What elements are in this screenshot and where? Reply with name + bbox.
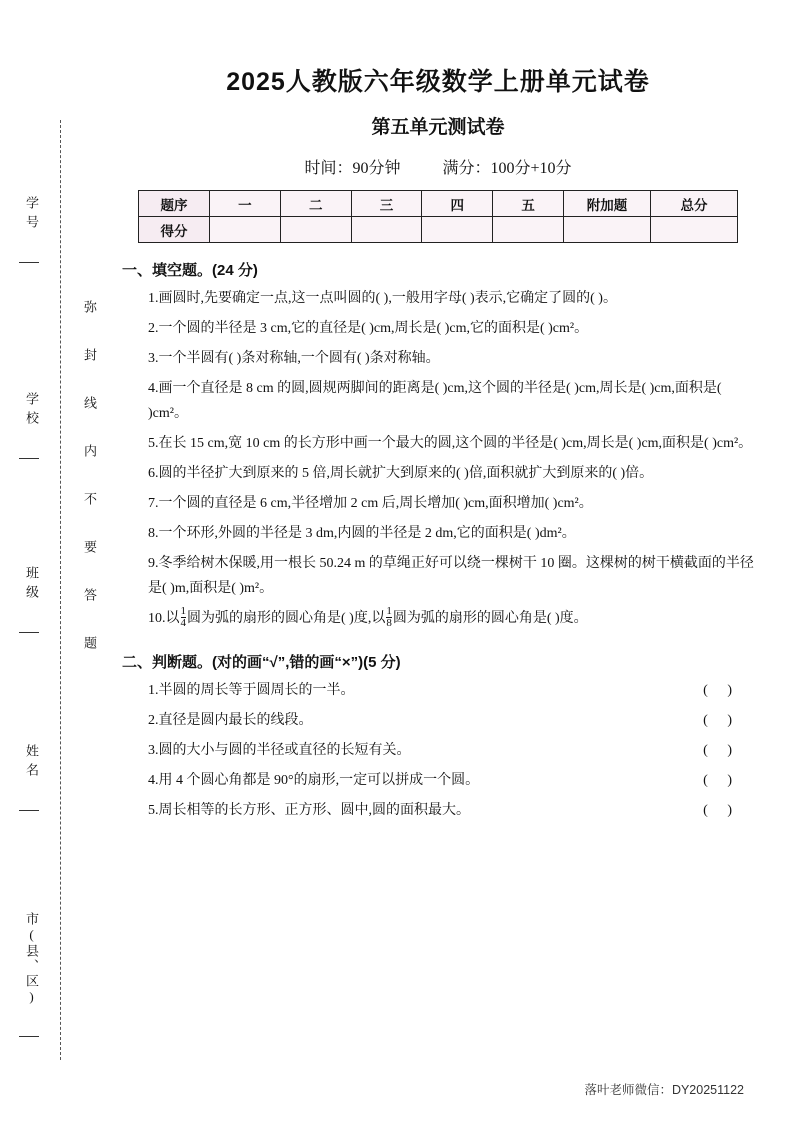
question-2-1: [132, 678, 758, 704]
margin-label-shixianqu: 市(县、区): [24, 912, 39, 1006]
score-cell-3[interactable]: [351, 217, 422, 243]
fraction-numerator: 1: [386, 604, 392, 617]
page-subtitle: 第五单元测试卷: [371, 117, 505, 138]
fraction-one-quarter: [181, 606, 187, 630]
score-cell-4[interactable]: [422, 217, 493, 243]
question-1-8: 8.一个环形,外圆的半径是 3 dm,内圆的半径是 2 dm,它的面积是( )dm²。: [148, 526, 576, 541]
answer-blank[interactable]: ( ): [703, 713, 740, 728]
left-margin-strip: [0, 0, 118, 1122]
question-2-2-text: 2.直径是圆内最长的线段。: [148, 713, 313, 728]
fraction-numerator: 1: [180, 604, 186, 617]
margin-label-banji: 班级: [24, 566, 39, 604]
score-cell-bonus[interactable]: [564, 217, 651, 243]
exam-page: [118, 0, 758, 1122]
margin-label-xingming: 姓名: [24, 744, 39, 782]
section-1-heading: 一、填空题。(24 分): [122, 262, 258, 279]
question-2-4: [132, 768, 758, 794]
question-2-2: [132, 708, 758, 734]
sealing-dashed-line: [60, 120, 61, 1060]
question-1-10-text-b: 圆为弧的扇形的圆心角是( )度,以: [187, 611, 386, 626]
score-table-row-label-2: 得分: [139, 217, 210, 243]
score-cell-2[interactable]: [280, 217, 351, 243]
question-1-4: 4.画一个直径是 8 cm 的圆,圆规两脚间的距离是( )cm,这个圆的半径是( )cm,周长是( )cm,面积是( )cm²。: [148, 381, 722, 421]
score-table: [138, 190, 738, 243]
question-1-10-text-a: 10.以: [148, 611, 180, 626]
table-row-header: [139, 191, 738, 217]
table-row-score: [139, 217, 738, 243]
score-table-col-4: 四: [422, 191, 493, 217]
score-table-col-3: 三: [351, 191, 422, 217]
question-2-3: [132, 738, 758, 764]
answer-blank[interactable]: ( ): [703, 773, 740, 788]
footer-watermark: 落叶老师微信：DY20251122: [584, 1083, 744, 1097]
score-table-col-1: 一: [210, 191, 281, 217]
section-2-heading: 二、判断题。(对的画“√”,错的画“×”)(5 分): [122, 654, 401, 671]
margin-sealing-text: 弥 封 线 内 不 要 答 题: [82, 300, 97, 659]
question-2-3-text: 3.圆的大小与圆的半径或直径的长短有关。: [148, 743, 411, 758]
question-1-10-text-c: 圆为弧的扇形的圆心角是( )度。: [392, 611, 588, 626]
score-cell-5[interactable]: [493, 217, 564, 243]
question-1-1: 1.画圆时,先要确定一点,这一点叫圆的( ),一般用字母( )表示,它确定了圆的( )。: [148, 291, 617, 306]
question-1-10: [132, 606, 758, 631]
margin-label-xuexiao: 学校: [24, 392, 39, 430]
question-2-4-text: 4.用 4 个圆心角都是 90°的扇形,一定可以拼成一个圆。: [148, 773, 480, 788]
score-table-row-label-1: 题序: [139, 191, 210, 217]
exam-total-score: 满分：100分+10分: [442, 160, 572, 177]
fraction-denominator: 8: [386, 617, 392, 630]
question-1-7: 7.一个圆的直径是 6 cm,半径增加 2 cm 后,周长增加( )cm,面积增加( )cm²。: [148, 496, 593, 511]
answer-blank[interactable]: ( ): [703, 743, 740, 758]
question-1-6: 6.圆的半径扩大到原来的 5 倍,周长就扩大到原来的( )倍,面积就扩大到原来的( )倍。: [148, 466, 654, 481]
question-1-9: 9.冬季给树木保暖,用一根长 50.24 m 的草绳正好可以绕一棵树干 10 圈。这棵树的树干横截面的半径是( )m,面积是( )m²。: [148, 556, 754, 596]
page-title: 2025人教版六年级数学上册单元试卷: [226, 68, 650, 96]
question-2-5-text: 5.周长相等的长方形、正方形、圆中,圆的面积最大。: [148, 803, 470, 818]
score-cell-1[interactable]: [210, 217, 281, 243]
score-table-col-bonus: 附加题: [564, 191, 651, 217]
score-table-col-5: 五: [493, 191, 564, 217]
score-table-col-total: 总分: [651, 191, 738, 217]
fraction-one-eighth: [386, 606, 392, 630]
answer-blank[interactable]: ( ): [703, 803, 740, 818]
exam-time: 时间：90分钟: [304, 160, 401, 177]
margin-label-xuehao: 学号: [24, 196, 39, 234]
question-1-5: 5.在长 15 cm,宽 10 cm 的长方形中画一个最大的圆,这个圆的半径是( )cm,周长是( )cm,面积是( )cm²。: [148, 436, 753, 451]
score-cell-total[interactable]: [651, 217, 738, 243]
answer-blank[interactable]: ( ): [703, 683, 740, 698]
fraction-denominator: 4: [180, 617, 186, 630]
question-1-2: 2.一个圆的半径是 3 cm,它的直径是( )cm,周长是( )cm,它的面积是( )cm²。: [148, 321, 589, 336]
question-2-1-text: 1.半圆的周长等于圆周长的一半。: [148, 683, 355, 698]
score-table-col-2: 二: [280, 191, 351, 217]
exam-meta: [118, 155, 758, 178]
question-2-5: [132, 798, 758, 824]
question-1-3: 3.一个半圆有( )条对称轴,一个圆有( )条对称轴。: [148, 351, 440, 366]
